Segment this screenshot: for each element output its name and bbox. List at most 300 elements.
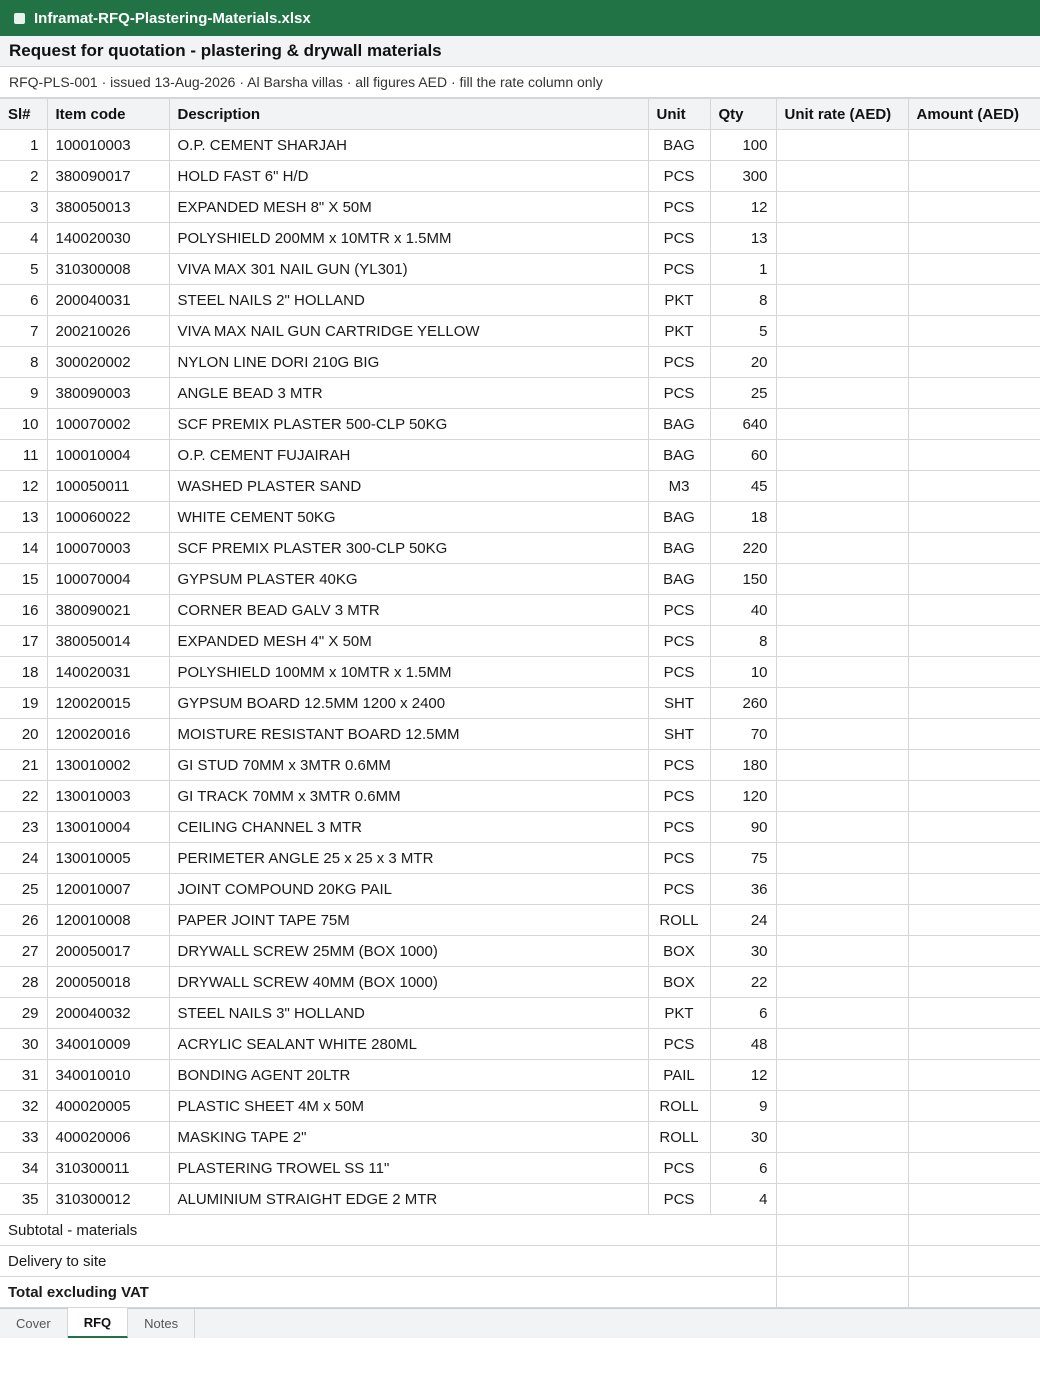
unit-rate-cell[interactable] — [776, 657, 908, 688]
unit-rate-cell[interactable] — [776, 874, 908, 905]
unit-cell[interactable]: PCS — [648, 347, 710, 378]
description-cell[interactable]: CORNER BEAD GALV 3 MTR — [169, 595, 648, 626]
column-header-amount[interactable]: Amount (AED) — [908, 99, 1040, 130]
item-code-cell[interactable]: 130010003 — [47, 781, 169, 812]
unit-cell[interactable]: BAG — [648, 130, 710, 161]
amount-cell[interactable] — [908, 347, 1040, 378]
item-code-cell[interactable]: 130010005 — [47, 843, 169, 874]
sl-cell[interactable]: 3 — [0, 192, 47, 223]
table-row — [0, 378, 1040, 409]
qty-cell[interactable]: 260 — [710, 688, 776, 719]
table-row — [0, 998, 1040, 1029]
description-cell[interactable]: BONDING AGENT 20LTR — [169, 1060, 648, 1091]
sl-cell[interactable]: 20 — [0, 719, 47, 750]
unit-rate-cell[interactable] — [776, 781, 908, 812]
sl-cell[interactable]: 7 — [0, 316, 47, 347]
unit-rate-cell[interactable] — [776, 688, 908, 719]
amount-cell[interactable] — [908, 874, 1040, 905]
amount-cell[interactable] — [908, 440, 1040, 471]
qty-cell[interactable]: 8 — [710, 285, 776, 316]
table-row — [0, 657, 1040, 688]
description-cell[interactable]: PERIMETER ANGLE 25 x 25 x 3 MTR — [169, 843, 648, 874]
table-row — [0, 316, 1040, 347]
unit-cell[interactable]: PCS — [648, 1184, 710, 1215]
unit-cell[interactable]: BAG — [648, 409, 710, 440]
table-body — [0, 130, 1040, 1215]
description-cell[interactable]: GI STUD 70MM x 3MTR 0.6MM — [169, 750, 648, 781]
unit-cell[interactable]: BOX — [648, 967, 710, 998]
qty-cell[interactable]: 22 — [710, 967, 776, 998]
qty-cell[interactable]: 48 — [710, 1029, 776, 1060]
delivery-amount-cell[interactable] — [908, 1246, 1040, 1277]
item-code-cell[interactable]: 380090003 — [47, 378, 169, 409]
description-cell[interactable]: GI TRACK 70MM x 3MTR 0.6MM — [169, 781, 648, 812]
table-row — [0, 626, 1040, 657]
header-row — [0, 99, 1040, 130]
table-row — [0, 130, 1040, 161]
window-title: Inframat-RFQ-Plastering-Materials.xlsx — [34, 9, 311, 27]
item-code-cell[interactable]: 100070003 — [47, 533, 169, 564]
amount-cell[interactable] — [908, 843, 1040, 874]
unit-rate-cell[interactable] — [776, 1184, 908, 1215]
sl-cell[interactable]: 8 — [0, 347, 47, 378]
unit-cell[interactable]: PAIL — [648, 1060, 710, 1091]
item-code-cell[interactable]: 400020006 — [47, 1122, 169, 1153]
description-cell[interactable]: NYLON LINE DORI 210G BIG — [169, 347, 648, 378]
sheet-tab-bar — [0, 1308, 1040, 1338]
description-cell[interactable]: PLASTERING TROWEL SS 11" — [169, 1153, 648, 1184]
unit-rate-cell[interactable] — [776, 1153, 908, 1184]
unit-rate-cell[interactable] — [776, 967, 908, 998]
amount-cell[interactable] — [908, 533, 1040, 564]
unit-cell[interactable]: BAG — [648, 440, 710, 471]
qty-cell[interactable]: 12 — [710, 192, 776, 223]
subtotal-amount-cell[interactable] — [908, 1215, 1040, 1246]
sl-cell[interactable]: 10 — [0, 409, 47, 440]
unit-cell[interactable]: PKT — [648, 998, 710, 1029]
description-cell[interactable]: MOISTURE RESISTANT BOARD 12.5MM — [169, 719, 648, 750]
description-cell[interactable]: POLYSHIELD 100MM x 10MTR x 1.5MM — [169, 657, 648, 688]
description-cell[interactable]: ANGLE BEAD 3 MTR — [169, 378, 648, 409]
unit-rate-cell[interactable] — [776, 316, 908, 347]
description-cell[interactable]: WHITE CEMENT 50KG — [169, 502, 648, 533]
item-code-cell[interactable]: 380090021 — [47, 595, 169, 626]
qty-cell[interactable]: 70 — [710, 719, 776, 750]
table-row — [0, 285, 1040, 316]
sl-cell[interactable]: 23 — [0, 812, 47, 843]
unit-rate-cell[interactable] — [776, 378, 908, 409]
amount-cell[interactable] — [908, 657, 1040, 688]
tab-notes[interactable]: Notes — [128, 1309, 195, 1338]
description-cell[interactable]: VIVA MAX NAIL GUN CARTRIDGE YELLOW — [169, 316, 648, 347]
unit-cell[interactable]: PCS — [648, 781, 710, 812]
amount-cell[interactable] — [908, 1153, 1040, 1184]
delivery-label[interactable]: Delivery to site — [0, 1246, 776, 1277]
item-code-cell[interactable]: 120020016 — [47, 719, 169, 750]
description-cell[interactable]: HOLD FAST 6" H/D — [169, 161, 648, 192]
description-cell[interactable]: GYPSUM BOARD 12.5MM 1200 x 2400 — [169, 688, 648, 719]
sl-cell[interactable]: 14 — [0, 533, 47, 564]
sl-cell[interactable]: 32 — [0, 1091, 47, 1122]
unit-cell[interactable]: ROLL — [648, 1091, 710, 1122]
qty-cell[interactable]: 100 — [710, 130, 776, 161]
unit-rate-cell[interactable] — [776, 812, 908, 843]
qty-cell[interactable]: 75 — [710, 843, 776, 874]
amount-cell[interactable] — [908, 781, 1040, 812]
qty-cell[interactable]: 4 — [710, 1184, 776, 1215]
amount-cell[interactable] — [908, 316, 1040, 347]
amount-cell[interactable] — [908, 1060, 1040, 1091]
sl-cell[interactable]: 33 — [0, 1122, 47, 1153]
item-code-cell[interactable]: 200050018 — [47, 967, 169, 998]
description-cell[interactable]: DRYWALL SCREW 40MM (BOX 1000) — [169, 967, 648, 998]
item-code-cell[interactable]: 140020030 — [47, 223, 169, 254]
sheet-area — [0, 36, 1040, 1338]
total-rate-cell[interactable] — [776, 1277, 908, 1308]
description-cell[interactable]: O.P. CEMENT FUJAIRAH — [169, 440, 648, 471]
amount-cell[interactable] — [908, 378, 1040, 409]
description-cell[interactable]: VIVA MAX 301 NAIL GUN (YL301) — [169, 254, 648, 285]
unit-cell[interactable]: PCS — [648, 750, 710, 781]
qty-cell[interactable]: 150 — [710, 564, 776, 595]
item-code-cell[interactable]: 140020031 — [47, 657, 169, 688]
item-code-cell[interactable]: 130010002 — [47, 750, 169, 781]
unit-rate-cell[interactable] — [776, 533, 908, 564]
table-row — [0, 440, 1040, 471]
qty-cell[interactable]: 9 — [710, 1091, 776, 1122]
subtotal-rate-cell[interactable] — [776, 1215, 908, 1246]
qty-cell[interactable]: 40 — [710, 595, 776, 626]
unit-rate-cell[interactable] — [776, 471, 908, 502]
amount-cell[interactable] — [908, 812, 1040, 843]
table-row — [0, 750, 1040, 781]
item-code-cell[interactable]: 100010003 — [47, 130, 169, 161]
description-cell[interactable]: CEILING CHANNEL 3 MTR — [169, 812, 648, 843]
amount-cell[interactable] — [908, 254, 1040, 285]
column-header-description[interactable]: Description — [169, 99, 648, 130]
amount-cell[interactable] — [908, 1184, 1040, 1215]
unit-cell[interactable]: PKT — [648, 285, 710, 316]
amount-cell[interactable] — [908, 161, 1040, 192]
sheet-subcaption[interactable]: RFQ-PLS-001 · issued 13-Aug-2026 · Al Barsha villas · all figures AED · fill the rate column only — [0, 67, 1040, 98]
sl-cell[interactable]: 30 — [0, 1029, 47, 1060]
table-row — [0, 967, 1040, 998]
item-code-cell[interactable]: 340010009 — [47, 1029, 169, 1060]
qty-cell[interactable]: 8 — [710, 626, 776, 657]
unit-cell[interactable]: PCS — [648, 657, 710, 688]
unit-rate-cell[interactable] — [776, 223, 908, 254]
amount-cell[interactable] — [908, 564, 1040, 595]
unit-rate-cell[interactable] — [776, 564, 908, 595]
unit-rate-cell[interactable] — [776, 1091, 908, 1122]
unit-rate-cell[interactable] — [776, 1060, 908, 1091]
summary-block — [0, 1215, 1040, 1308]
unit-cell[interactable]: BAG — [648, 564, 710, 595]
sl-cell[interactable]: 1 — [0, 130, 47, 161]
amount-cell[interactable] — [908, 998, 1040, 1029]
item-code-cell[interactable]: 130010004 — [47, 812, 169, 843]
sl-cell[interactable]: 35 — [0, 1184, 47, 1215]
unit-cell[interactable]: PCS — [648, 223, 710, 254]
table-row — [0, 688, 1040, 719]
unit-rate-cell[interactable] — [776, 254, 908, 285]
description-cell[interactable]: SCF PREMIX PLASTER 500-CLP 50KG — [169, 409, 648, 440]
unit-rate-cell[interactable] — [776, 750, 908, 781]
unit-cell[interactable]: ROLL — [648, 905, 710, 936]
item-code-cell[interactable]: 200210026 — [47, 316, 169, 347]
amount-cell[interactable] — [908, 285, 1040, 316]
unit-rate-cell[interactable] — [776, 502, 908, 533]
item-code-cell[interactable]: 200040031 — [47, 285, 169, 316]
item-code-cell[interactable]: 200040032 — [47, 998, 169, 1029]
unit-cell[interactable]: SHT — [648, 688, 710, 719]
amount-cell[interactable] — [908, 626, 1040, 657]
unit-cell[interactable]: BAG — [648, 533, 710, 564]
sl-cell[interactable]: 34 — [0, 1153, 47, 1184]
unit-rate-cell[interactable] — [776, 998, 908, 1029]
unit-cell[interactable]: PKT — [648, 316, 710, 347]
qty-cell[interactable]: 30 — [710, 936, 776, 967]
description-cell[interactable]: EXPANDED MESH 8" X 50M — [169, 192, 648, 223]
qty-cell[interactable]: 45 — [710, 471, 776, 502]
table-row — [0, 595, 1040, 626]
column-header-qty[interactable]: Qty — [710, 99, 776, 130]
summary-row-delivery — [0, 1246, 1040, 1277]
unit-cell[interactable]: PCS — [648, 254, 710, 285]
item-code-cell[interactable]: 300020002 — [47, 347, 169, 378]
description-cell[interactable]: ALUMINIUM STRAIGHT EDGE 2 MTR — [169, 1184, 648, 1215]
tab-rfq[interactable]: RFQ — [68, 1308, 128, 1338]
unit-cell[interactable]: PCS — [648, 626, 710, 657]
description-cell[interactable]: STEEL NAILS 2" HOLLAND — [169, 285, 648, 316]
qty-cell[interactable]: 10 — [710, 657, 776, 688]
unit-rate-cell[interactable] — [776, 192, 908, 223]
table-row — [0, 719, 1040, 750]
unit-cell[interactable]: PCS — [648, 812, 710, 843]
unit-rate-cell[interactable] — [776, 440, 908, 471]
unit-cell[interactable]: BAG — [648, 502, 710, 533]
qty-cell[interactable]: 6 — [710, 1153, 776, 1184]
sl-cell[interactable]: 27 — [0, 936, 47, 967]
unit-cell[interactable]: ROLL — [648, 1122, 710, 1153]
item-code-cell[interactable]: 100010004 — [47, 440, 169, 471]
table-row — [0, 1184, 1040, 1215]
qty-cell[interactable]: 640 — [710, 409, 776, 440]
unit-rate-cell[interactable] — [776, 626, 908, 657]
description-cell[interactable]: EXPANDED MESH 4" X 50M — [169, 626, 648, 657]
unit-rate-cell[interactable] — [776, 843, 908, 874]
table-row — [0, 781, 1040, 812]
column-header-item-code[interactable]: Item code — [47, 99, 169, 130]
unit-rate-cell[interactable] — [776, 719, 908, 750]
sl-cell[interactable]: 25 — [0, 874, 47, 905]
qty-cell[interactable]: 5 — [710, 316, 776, 347]
item-code-cell[interactable]: 100060022 — [47, 502, 169, 533]
table-row — [0, 1091, 1040, 1122]
item-code-cell[interactable]: 100070004 — [47, 564, 169, 595]
amount-cell[interactable] — [908, 719, 1040, 750]
item-code-cell[interactable]: 400020005 — [47, 1091, 169, 1122]
amount-cell[interactable] — [908, 471, 1040, 502]
item-code-cell[interactable]: 100070002 — [47, 409, 169, 440]
table-row — [0, 347, 1040, 378]
table-row — [0, 1122, 1040, 1153]
qty-cell[interactable]: 12 — [710, 1060, 776, 1091]
sl-cell[interactable]: 13 — [0, 502, 47, 533]
qty-cell[interactable]: 36 — [710, 874, 776, 905]
qty-cell[interactable]: 60 — [710, 440, 776, 471]
item-code-cell[interactable]: 310300011 — [47, 1153, 169, 1184]
item-code-cell[interactable]: 120010008 — [47, 905, 169, 936]
column-header-unit-rate[interactable]: Unit rate (AED) — [776, 99, 908, 130]
amount-cell[interactable] — [908, 1029, 1040, 1060]
unit-cell[interactable]: BOX — [648, 936, 710, 967]
unit-cell[interactable]: PCS — [648, 192, 710, 223]
unit-cell[interactable]: SHT — [648, 719, 710, 750]
amount-cell[interactable] — [908, 595, 1040, 626]
amount-cell[interactable] — [908, 1091, 1040, 1122]
unit-cell[interactable]: PCS — [648, 378, 710, 409]
unit-rate-cell[interactable] — [776, 409, 908, 440]
table-row — [0, 223, 1040, 254]
qty-cell[interactable]: 220 — [710, 533, 776, 564]
unit-cell[interactable]: PCS — [648, 595, 710, 626]
sl-cell[interactable]: 24 — [0, 843, 47, 874]
qty-cell[interactable]: 300 — [710, 161, 776, 192]
unit-cell[interactable]: PCS — [648, 874, 710, 905]
qty-cell[interactable]: 13 — [710, 223, 776, 254]
unit-rate-cell[interactable] — [776, 1122, 908, 1153]
unit-rate-cell[interactable] — [776, 936, 908, 967]
item-code-cell[interactable]: 120010007 — [47, 874, 169, 905]
qty-cell[interactable]: 18 — [710, 502, 776, 533]
unit-cell[interactable]: M3 — [648, 471, 710, 502]
sl-cell[interactable]: 29 — [0, 998, 47, 1029]
item-code-cell[interactable]: 310300012 — [47, 1184, 169, 1215]
sl-cell[interactable]: 31 — [0, 1060, 47, 1091]
description-cell[interactable]: PLASTIC SHEET 4M x 50M — [169, 1091, 648, 1122]
total-label[interactable]: Total excluding VAT — [0, 1277, 776, 1308]
unit-cell[interactable]: PCS — [648, 1153, 710, 1184]
spreadsheet-file-icon — [14, 13, 25, 24]
unit-cell[interactable]: PCS — [648, 843, 710, 874]
item-code-cell[interactable]: 310300008 — [47, 254, 169, 285]
item-code-cell[interactable]: 200050017 — [47, 936, 169, 967]
item-code-cell[interactable]: 120020015 — [47, 688, 169, 719]
summary-row-total — [0, 1277, 1040, 1308]
item-code-cell[interactable]: 380050014 — [47, 626, 169, 657]
unit-rate-cell[interactable] — [776, 595, 908, 626]
table-row — [0, 192, 1040, 223]
description-cell[interactable]: POLYSHIELD 200MM x 10MTR x 1.5MM — [169, 223, 648, 254]
unit-rate-cell[interactable] — [776, 347, 908, 378]
sl-cell[interactable]: 26 — [0, 905, 47, 936]
table-row — [0, 936, 1040, 967]
description-cell[interactable]: STEEL NAILS 3" HOLLAND — [169, 998, 648, 1029]
sl-cell[interactable]: 6 — [0, 285, 47, 316]
qty-cell[interactable]: 1 — [710, 254, 776, 285]
unit-rate-cell[interactable] — [776, 161, 908, 192]
unit-rate-cell[interactable] — [776, 130, 908, 161]
amount-cell[interactable] — [908, 409, 1040, 440]
delivery-rate-cell[interactable] — [776, 1246, 908, 1277]
column-header-unit[interactable]: Unit — [648, 99, 710, 130]
tab-cover[interactable]: Cover — [0, 1309, 68, 1338]
sl-cell[interactable]: 9 — [0, 378, 47, 409]
sl-cell[interactable]: 15 — [0, 564, 47, 595]
subtotal-label[interactable]: Subtotal - materials — [0, 1215, 776, 1246]
qty-cell[interactable]: 90 — [710, 812, 776, 843]
amount-cell[interactable] — [908, 192, 1040, 223]
rfq-table — [0, 98, 1040, 1308]
item-code-cell[interactable]: 380050013 — [47, 192, 169, 223]
amount-cell[interactable] — [908, 967, 1040, 998]
item-code-cell[interactable]: 100050011 — [47, 471, 169, 502]
sl-cell[interactable]: 16 — [0, 595, 47, 626]
total-amount-cell[interactable] — [908, 1277, 1040, 1308]
amount-cell[interactable] — [908, 905, 1040, 936]
sl-cell[interactable]: 12 — [0, 471, 47, 502]
unit-cell[interactable]: PCS — [648, 161, 710, 192]
sl-cell[interactable]: 2 — [0, 161, 47, 192]
unit-cell[interactable]: PCS — [648, 1029, 710, 1060]
unit-rate-cell[interactable] — [776, 1029, 908, 1060]
sl-cell[interactable]: 5 — [0, 254, 47, 285]
qty-cell[interactable]: 180 — [710, 750, 776, 781]
sl-cell[interactable]: 11 — [0, 440, 47, 471]
table-row — [0, 1153, 1040, 1184]
description-cell[interactable]: ACRYLIC SEALANT WHITE 280ML — [169, 1029, 648, 1060]
amount-cell[interactable] — [908, 1122, 1040, 1153]
description-cell[interactable]: O.P. CEMENT SHARJAH — [169, 130, 648, 161]
amount-cell[interactable] — [908, 130, 1040, 161]
sl-cell[interactable]: 19 — [0, 688, 47, 719]
table-row — [0, 254, 1040, 285]
item-code-cell[interactable]: 380090017 — [47, 161, 169, 192]
description-cell[interactable]: GYPSUM PLASTER 40KG — [169, 564, 648, 595]
sl-cell[interactable]: 28 — [0, 967, 47, 998]
qty-cell[interactable]: 25 — [710, 378, 776, 409]
item-code-cell[interactable]: 340010010 — [47, 1060, 169, 1091]
qty-cell[interactable]: 120 — [710, 781, 776, 812]
amount-cell[interactable] — [908, 688, 1040, 719]
unit-rate-cell[interactable] — [776, 285, 908, 316]
qty-cell[interactable]: 30 — [710, 1122, 776, 1153]
description-cell[interactable]: WASHED PLASTER SAND — [169, 471, 648, 502]
qty-cell[interactable]: 6 — [710, 998, 776, 1029]
sl-cell[interactable]: 18 — [0, 657, 47, 688]
description-cell[interactable]: SCF PREMIX PLASTER 300-CLP 50KG — [169, 533, 648, 564]
sl-cell[interactable]: 22 — [0, 781, 47, 812]
sl-cell[interactable]: 21 — [0, 750, 47, 781]
qty-cell[interactable]: 24 — [710, 905, 776, 936]
column-header-sl[interactable]: Sl# — [0, 99, 47, 130]
amount-cell[interactable] — [908, 936, 1040, 967]
description-cell[interactable]: JOINT COMPOUND 20KG PAIL — [169, 874, 648, 905]
unit-rate-cell[interactable] — [776, 905, 908, 936]
amount-cell[interactable] — [908, 750, 1040, 781]
amount-cell[interactable] — [908, 223, 1040, 254]
sl-cell[interactable]: 4 — [0, 223, 47, 254]
description-cell[interactable]: PAPER JOINT TAPE 75M — [169, 905, 648, 936]
sl-cell[interactable]: 17 — [0, 626, 47, 657]
sheet-caption[interactable]: Request for quotation - plastering & drywall materials — [0, 36, 1040, 67]
qty-cell[interactable]: 20 — [710, 347, 776, 378]
table-row — [0, 905, 1040, 936]
amount-cell[interactable] — [908, 502, 1040, 533]
description-cell[interactable]: MASKING TAPE 2" — [169, 1122, 648, 1153]
description-cell[interactable]: DRYWALL SCREW 25MM (BOX 1000) — [169, 936, 648, 967]
